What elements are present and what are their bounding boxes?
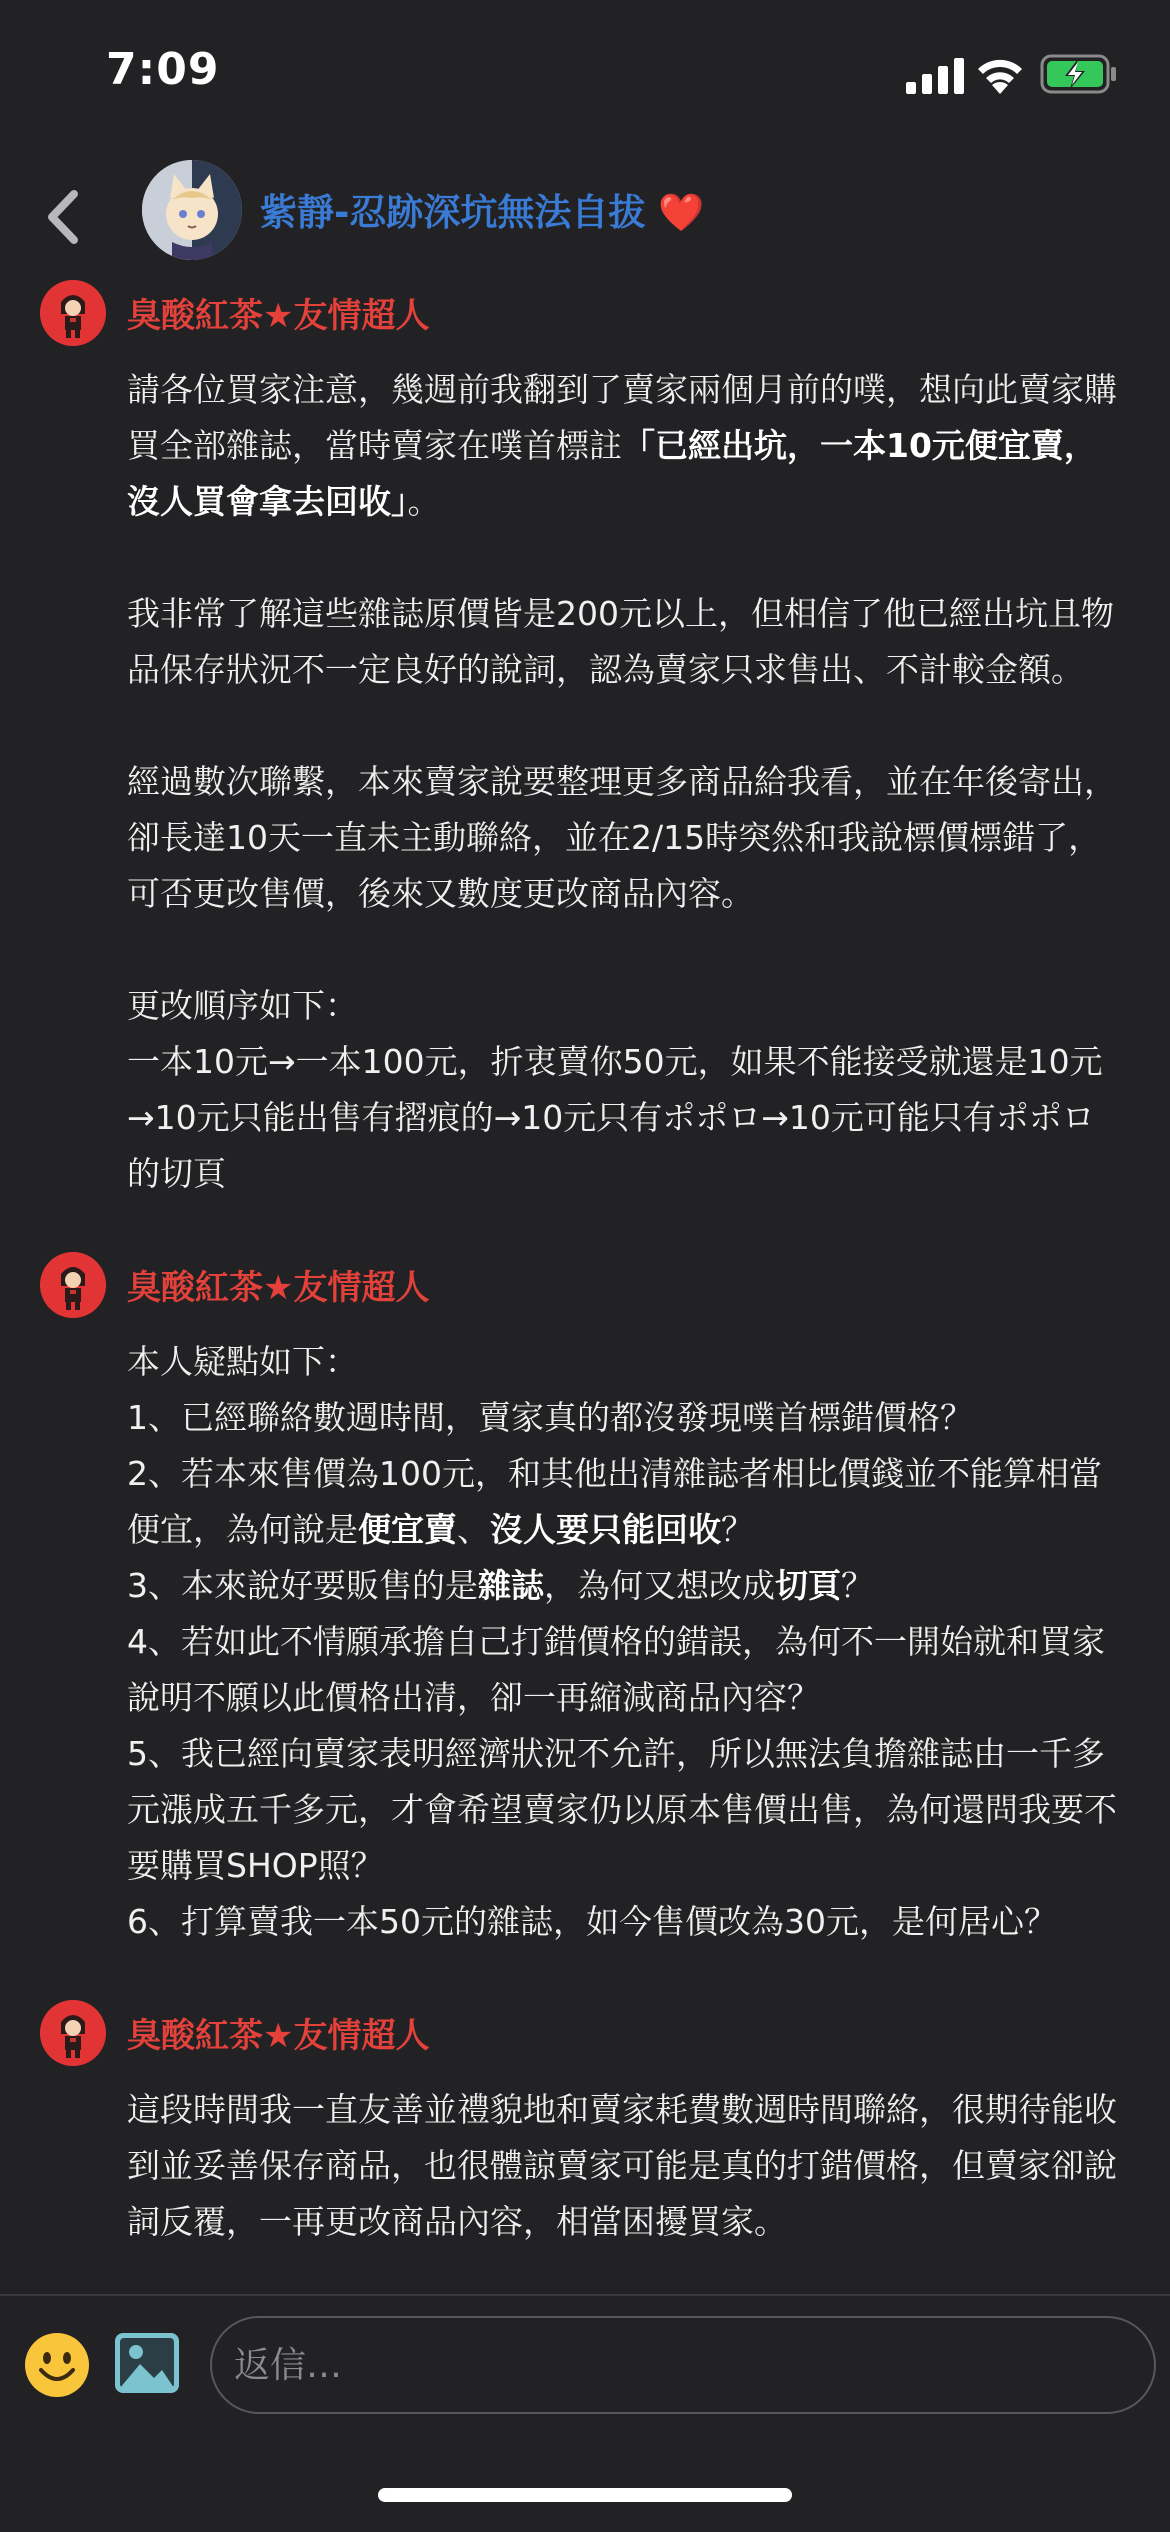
reply-thread [0, 280, 1170, 2300]
list-item: 1、已經聯絡數週時間，賣家真的都沒發現噗首標錯價格？ [127, 1398, 973, 1437]
text-run: ？ [721, 1510, 754, 1549]
thread-title[interactable] [260, 182, 704, 236]
author-name[interactable]: 臭酸紅茶★友情超人 [127, 1268, 430, 1308]
bold-text: 「已經出坑，一本10元便宜賣，沒人買會拿去回收」 [127, 426, 1097, 521]
status-time: 7:09 [106, 44, 220, 95]
chibi-character-icon [40, 280, 106, 346]
list-item: 4、若如此不情願承擔自己打錯價格的錯誤，為何不一開始就和買家說明不願以此價格出清，卻一再縮減商品內容？ [127, 1622, 1105, 1717]
battery-charging-icon [1040, 54, 1118, 94]
author-avatar[interactable] [40, 280, 106, 346]
list-item [127, 1558, 1120, 1614]
poster-avatar[interactable] [142, 160, 242, 260]
text-run: 、 [457, 1510, 490, 1549]
emoji-smile-icon[interactable] [24, 2332, 90, 2398]
reply-content [0, 1252, 1170, 1950]
reply-content [0, 280, 1170, 1202]
list-item: 6、打算賣我一本50元的雜誌，如今售價改為30元，是何居心？ [127, 1902, 1057, 1941]
bold-text: 便宜賣 [358, 1510, 457, 1549]
bold-text: 切頁 [775, 1566, 841, 1605]
chibi-character-icon [40, 2000, 106, 2066]
list-item [127, 1446, 1120, 1558]
author-avatar[interactable] [40, 1252, 106, 1318]
paragraph: 一本10元→一本100元，折衷賣你50元，如果不能接受就還是10元→10元只能出售有摺痕的→10元只有ポポロ→10元可能只有ポポロ的切頁 [127, 1042, 1103, 1193]
author-name[interactable]: 臭酸紅茶★友情超人 [127, 2016, 430, 2056]
text-run: ，為何又想改成 [544, 1566, 775, 1605]
paragraph: 我非常了解這些雜誌原價皆是200元以上，但相信了他已經出坑且物品保存狀況不一定良好的說詞，認為賣家只求售出、不計較金額。 [127, 594, 1114, 689]
text-run: 。 [407, 482, 441, 521]
status-bar [0, 0, 1170, 150]
reply-item [0, 2000, 1170, 2250]
paragraph: 這段時間我一直友善並禮貌地和賣家耗費數週時間聯絡，很期待能收到並妥善保存商品，也很體諒賣家可能是真的打錯價格，但賣家卻說詞反覆，一再更改商品內容，相當困擾買家。 [127, 2090, 1117, 2241]
thread-header [0, 160, 1170, 270]
bold-text: 雜誌 [478, 1566, 544, 1605]
paragraph: 更改順序如下： [127, 986, 358, 1025]
signal-icon [906, 58, 964, 94]
paragraph [127, 362, 1120, 530]
reply-item [0, 1252, 1170, 1950]
reply-item [0, 280, 1170, 1202]
thread-title-text: 紫靜-忍跡深坑無法自拔 [260, 191, 646, 234]
home-indicator[interactable] [378, 2488, 792, 2502]
list-item: 5、我已經向賣家表明經濟狀況不允許，所以無法負擔雜誌由一千多元漲成五千多元，才會希望賣家仍以原本售價出售，為何還問我要不要購買SHOP照？ [127, 1734, 1117, 1885]
bold-text: 沒人要只能回收 [490, 1510, 721, 1549]
paragraph: 本人疑點如下： [127, 1342, 358, 1381]
text-run: 請各位買家注意，幾週前我翻到了賣家兩個月前的噗，想向此賣家購買全部雜誌，當時賣家在噗首標註 [127, 370, 1117, 465]
heart-emoji: ❤️ [658, 191, 705, 234]
text-run: 2、若本來售價為100元，和其他出清雜誌者相比價錢並不能算相當便宜，為何說是 [127, 1454, 1102, 1549]
text-run: ？ [841, 1566, 874, 1605]
chibi-character-icon [40, 1252, 106, 1318]
text-run: 3、本來說好要販售的是 [127, 1566, 478, 1605]
cat-character-icon [142, 160, 242, 260]
reply-input[interactable] [210, 2316, 1156, 2414]
author-avatar[interactable] [40, 2000, 106, 2066]
paragraph: 經過數次聯繫，本來賣家說要整理更多商品給我看，並在年後寄出，卻長達10天一直未主動聯絡，並在2/15時突然和我說標價標錯了，可否更改售價，後來又數度更改商品內容。 [127, 762, 1117, 913]
back-chevron-icon[interactable] [36, 182, 92, 252]
image-upload-icon[interactable] [114, 2332, 180, 2394]
author-name[interactable]: 臭酸紅茶★友情超人 [127, 296, 430, 336]
wifi-icon [974, 52, 1026, 94]
